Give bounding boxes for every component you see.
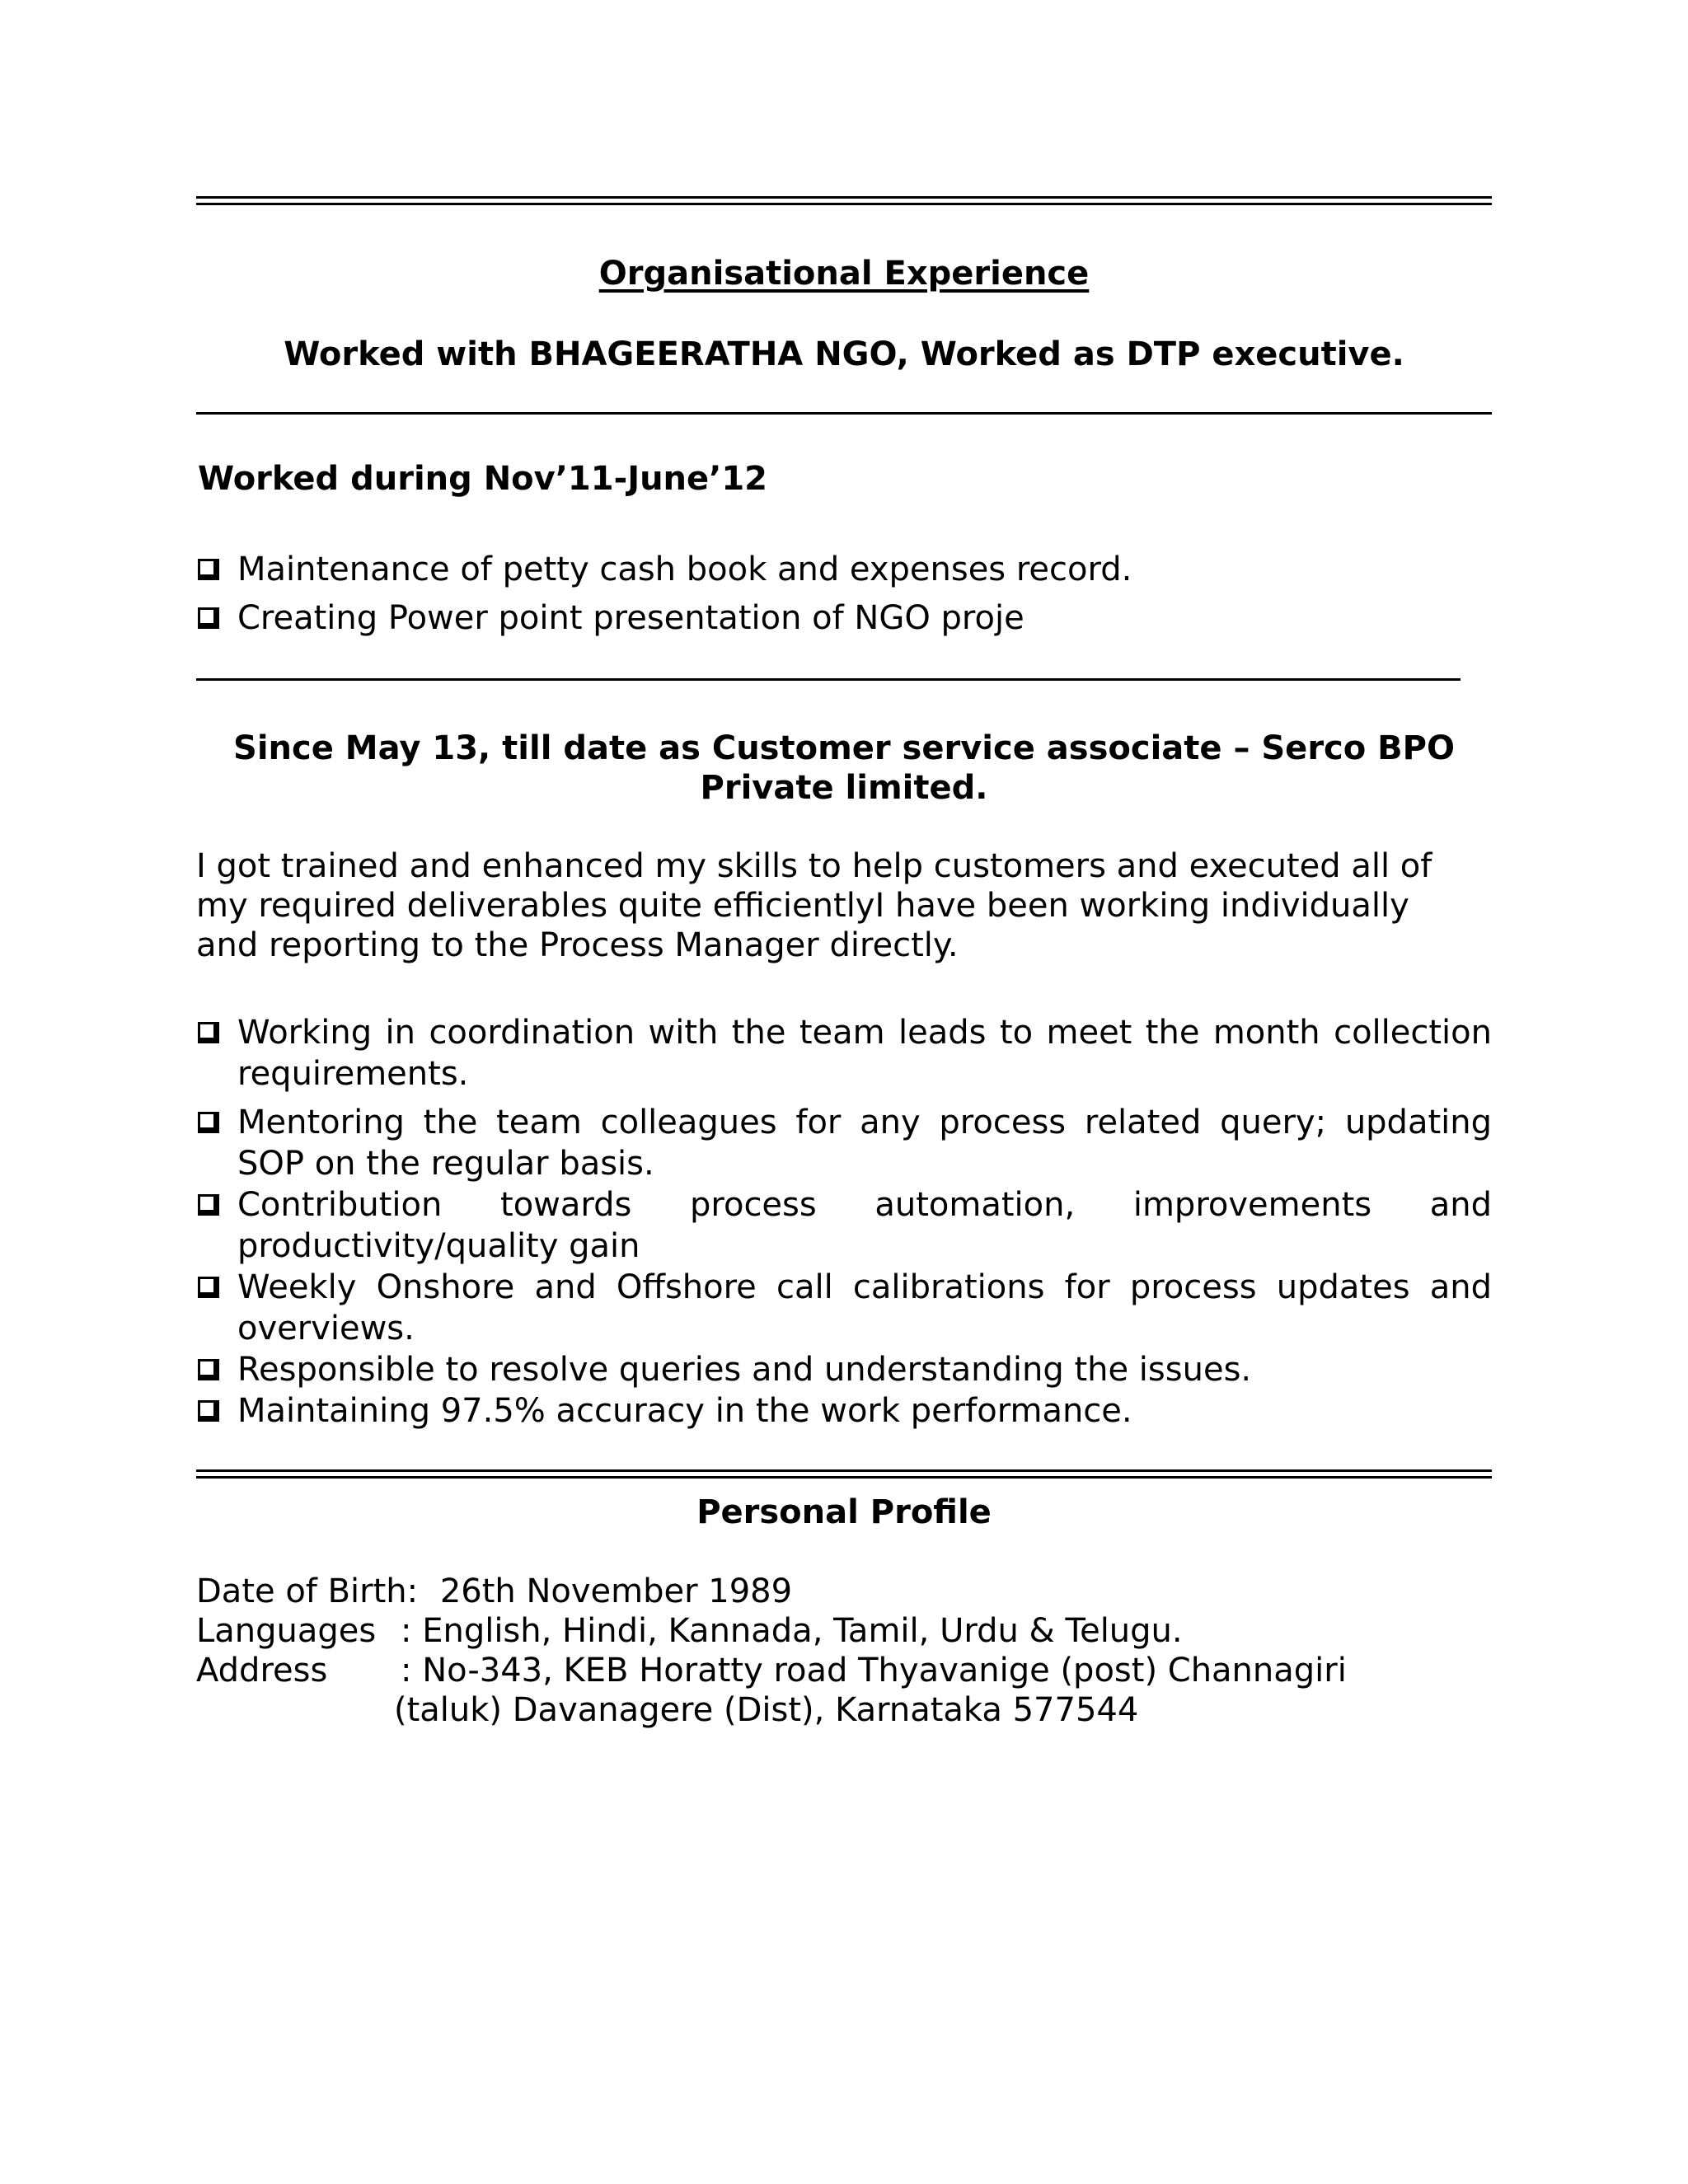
- checkbox-bullet-icon: [198, 1194, 219, 1216]
- section-title-organisational-experience: [196, 253, 1492, 294]
- divider-after-first-job-bullets: [196, 678, 1461, 681]
- address-label: Address: [196, 1652, 328, 1690]
- checkbox-bullet-icon: [198, 607, 219, 629]
- list-item: [196, 598, 1492, 639]
- second-job-title: [196, 729, 1492, 808]
- first-job-line: Worked with BHAGEERATHA NGO, Worked as DTP executive.: [284, 335, 1404, 373]
- bullet-text: Maintaining 97.5% accuracy in the work performance.: [237, 1392, 1132, 1430]
- languages-label: Languages: [196, 1612, 377, 1650]
- bullet-text: Maintenance of petty cash book and expenses record.: [237, 551, 1132, 588]
- first-job-period: Worked during Nov’11-June’12: [198, 460, 768, 498]
- list-item: [196, 1267, 1492, 1349]
- address-line2: (taluk) Davanagere (Dist), Karnataka 577544: [394, 1691, 1139, 1729]
- address-row: [196, 1651, 1347, 1690]
- checkbox-bullet-icon: [198, 1277, 219, 1298]
- bullet-text: Working in coordination with the team leads to meet the month collection requirements.: [237, 1014, 1492, 1093]
- section-title-text: Organisational Experience: [598, 255, 1090, 293]
- list-item: [196, 1349, 1492, 1390]
- section-title-personal-profile: Personal Profile: [696, 1493, 992, 1531]
- personal-profile-double-divider: [196, 1469, 1492, 1479]
- bullet-text: Creating Power point presentation of NGO proje: [237, 599, 1025, 637]
- second-job-title-line1: Since May 13, till date as Customer service associate – Serco BPO: [233, 729, 1455, 767]
- divider-after-first-job: [196, 412, 1492, 415]
- second-job-bullets: [196, 1012, 1492, 1432]
- list-item: [196, 1390, 1492, 1432]
- first-job-bullets: [196, 549, 1492, 639]
- address-line1: : No-343, KEB Horatty road Thyavanige (post) Channagiri: [401, 1652, 1347, 1690]
- list-item: [196, 549, 1492, 590]
- languages-row: [196, 1611, 1183, 1651]
- top-double-divider: [196, 196, 1492, 205]
- second-job-description: I got trained and enhanced my skills to help customers and executed all of my required deliverables quite efficientlyI have been working individually and reporting to the Process Manager directly.: [196, 847, 1432, 964]
- bullet-text: Mentoring the team colleagues for any process related query; updating SOP on the regular basis.: [237, 1104, 1492, 1183]
- dob-label: Date of Birth:: [196, 1572, 419, 1610]
- list-item: [196, 1012, 1492, 1094]
- bullet-text: Responsible to resolve queries and understanding the issues.: [237, 1351, 1252, 1389]
- bullet-text: Weekly Onshore and Offshore call calibrations for process updates and overviews.: [237, 1268, 1492, 1347]
- checkbox-bullet-icon: [198, 1022, 219, 1043]
- dob-value: 26th November 1989: [439, 1572, 793, 1610]
- checkbox-bullet-icon: [198, 559, 219, 580]
- dob-row: [196, 1572, 792, 1611]
- second-job-title-line2: Private limited.: [700, 769, 988, 807]
- list-item: [196, 1102, 1492, 1184]
- languages-value: : English, Hindi, Kannada, Tamil, Urdu & Telugu.: [401, 1612, 1183, 1650]
- checkbox-bullet-icon: [198, 1400, 219, 1422]
- list-item: [196, 1184, 1492, 1267]
- bullet-text: Contribution towards process automation, improvements and productivity/quality gain: [237, 1186, 1492, 1265]
- checkbox-bullet-icon: [198, 1359, 219, 1380]
- checkbox-bullet-icon: [198, 1112, 219, 1133]
